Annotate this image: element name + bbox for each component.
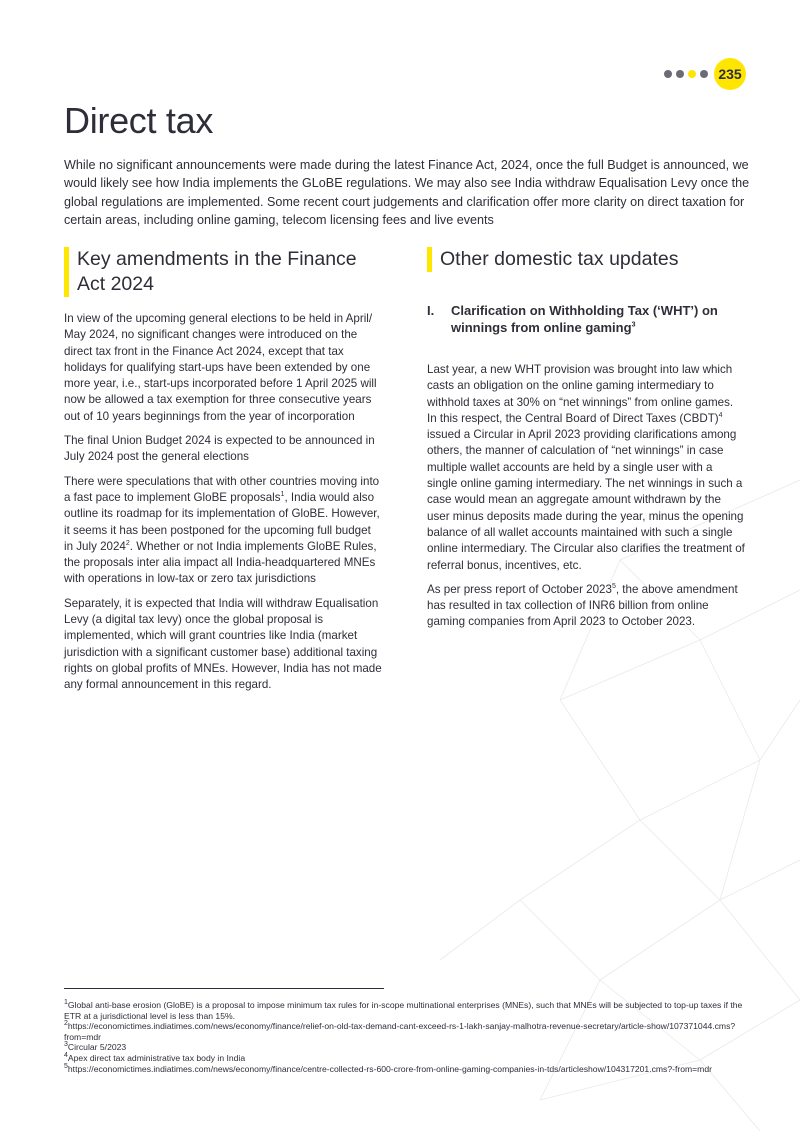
footnotes: [64, 1000, 744, 1074]
footnote-item: $^5$https://economictimes.indiatimes.com/news/economy/finance/centre-collected-rs-600-crore-from-online-gaming-companies-in-tds/articleshow/104317201.cms?-from=mdr: [64, 1062, 712, 1074]
pager-dot: [676, 70, 684, 78]
right-column: [427, 247, 745, 639]
footnote-item: $^3$Circular 5/2023: [64, 1041, 127, 1053]
paragraph: The final Union Budget 2024 is expected to be announced in July 2024 post the general elections: [64, 434, 375, 464]
subsection-heading: [427, 302, 745, 336]
footnote-ref: 4: [718, 412, 723, 420]
paragraph: There were speculations that with other countries moving into a fast pace to implement GloBE proposals$^1$, India would also outline its roadmap for its implementation of GloBE. However, it seems it has been postponed for the upcoming full budget in July 2024$^2$. Whether or not India implements GloBE Rules, the proposals inter alia impact all India-headquartered MNEs with operations in low-tax or zero tax jurisdictions: [64, 474, 380, 586]
pager-dot-active: [688, 70, 696, 78]
footnote-item: $^2$https://economictimes.indiatimes.com/news/economy/finance/relief-on-old-tax-demand-cant-exceed-rs-1-lakh-sanjay-malhotra-revenue-secretary/article-show/107371044.cms?from=mdr: [64, 1020, 736, 1042]
intro-paragraph: While no significant announcements were made during the latest Finance Act, 2024, once the full Budget is announced, we would likely see how India implements the GLoBE regulations. We may also see India withdraw Equalisation Levy once the global regulations are implemented. Some recent court judgements and clarification offer more clarity on direct taxation for certain areas, including online gaming, telecom licensing fees and live events: [64, 158, 750, 227]
footnote-ref: 3: [631, 321, 636, 329]
footnote-ref: 1: [280, 491, 285, 499]
paragraph: As per press report of October 2023$^5$, the above amendment has resulted in tax collection of INR6 billion from online gaming companies from April 2023 to October 2023.: [427, 582, 738, 629]
page-number: 235: [714, 58, 746, 90]
paragraph: Separately, it is expected that India will withdraw Equalisation Levy (a digital tax levy) once the global proposal is implemented, which will grant countries like India (market jurisdiction with a significant customer base) additional taxing rights on global profits of MNEs. However, India has not made any formal announcement in this regard.: [64, 596, 382, 692]
paragraph: In view of the upcoming general elections to be held in April/ May 2024, no significant changes were introduced on the direct tax front in the Finance Act 2024, except that tax holidays for qualifying start-ups have been extended by one more year, i.e., start-ups incorporated before 1 April 2025 will now be allowed a tax exemption for three consecutive years out of 10 years beginnings from the year of incorporation: [64, 312, 377, 423]
footnote-divider: [64, 988, 384, 989]
page-title: Direct tax: [64, 100, 214, 141]
footnote-item: $^1$Global anti-base erosion (GloBE) is a proposal to impose minimum tax rules for in-scope multinational enterprises (MNEs), such that MNEs will be subjected to top-up taxes if the ETR at a jurisdictional level is less than 15%.: [64, 999, 743, 1021]
section-heading-finance-act: Key amendments in the Finance Act 2024: [64, 247, 382, 297]
footnote-ref: 2: [125, 540, 130, 547]
footnote-item: $^4$Apex direct tax administrative tax body in India: [64, 1052, 246, 1063]
section-heading-domestic-updates: Other domestic tax updates: [427, 247, 745, 272]
footnote-ref: 5: [611, 583, 616, 590]
page-indicator: [664, 58, 746, 90]
pager-dot: [664, 70, 672, 78]
subsection-number: I.: [427, 303, 435, 318]
paragraph: Last year, a new WHT provision was brought into law which casts an obligation on the online gaming intermediary to withhold taxes at 30% on “net winnings” from online games. In this respect, the Central Board of Direct Taxes (CBDT)$^4$ issued a Circular in April 2023 providing clarifications among others, the manner of calculation of “net winnings” in case multiple wallet accounts are held by a single user with a single online gaming intermediary. The net winnings in such a case would mean an aggregate amount withdrawn by the user minus deposits made during the year, minus the opening balance of all wallet accounts maintained with such a single online intermediary. The Circular also clarifies the treatment of referral bonus, incentives, etc.: [427, 363, 745, 572]
pager-dot: [700, 70, 708, 78]
left-column: [64, 247, 382, 702]
subsection-title: Clarification on Withholding Tax (‘WHT’) on winnings from online gaming$^3$: [451, 303, 718, 335]
